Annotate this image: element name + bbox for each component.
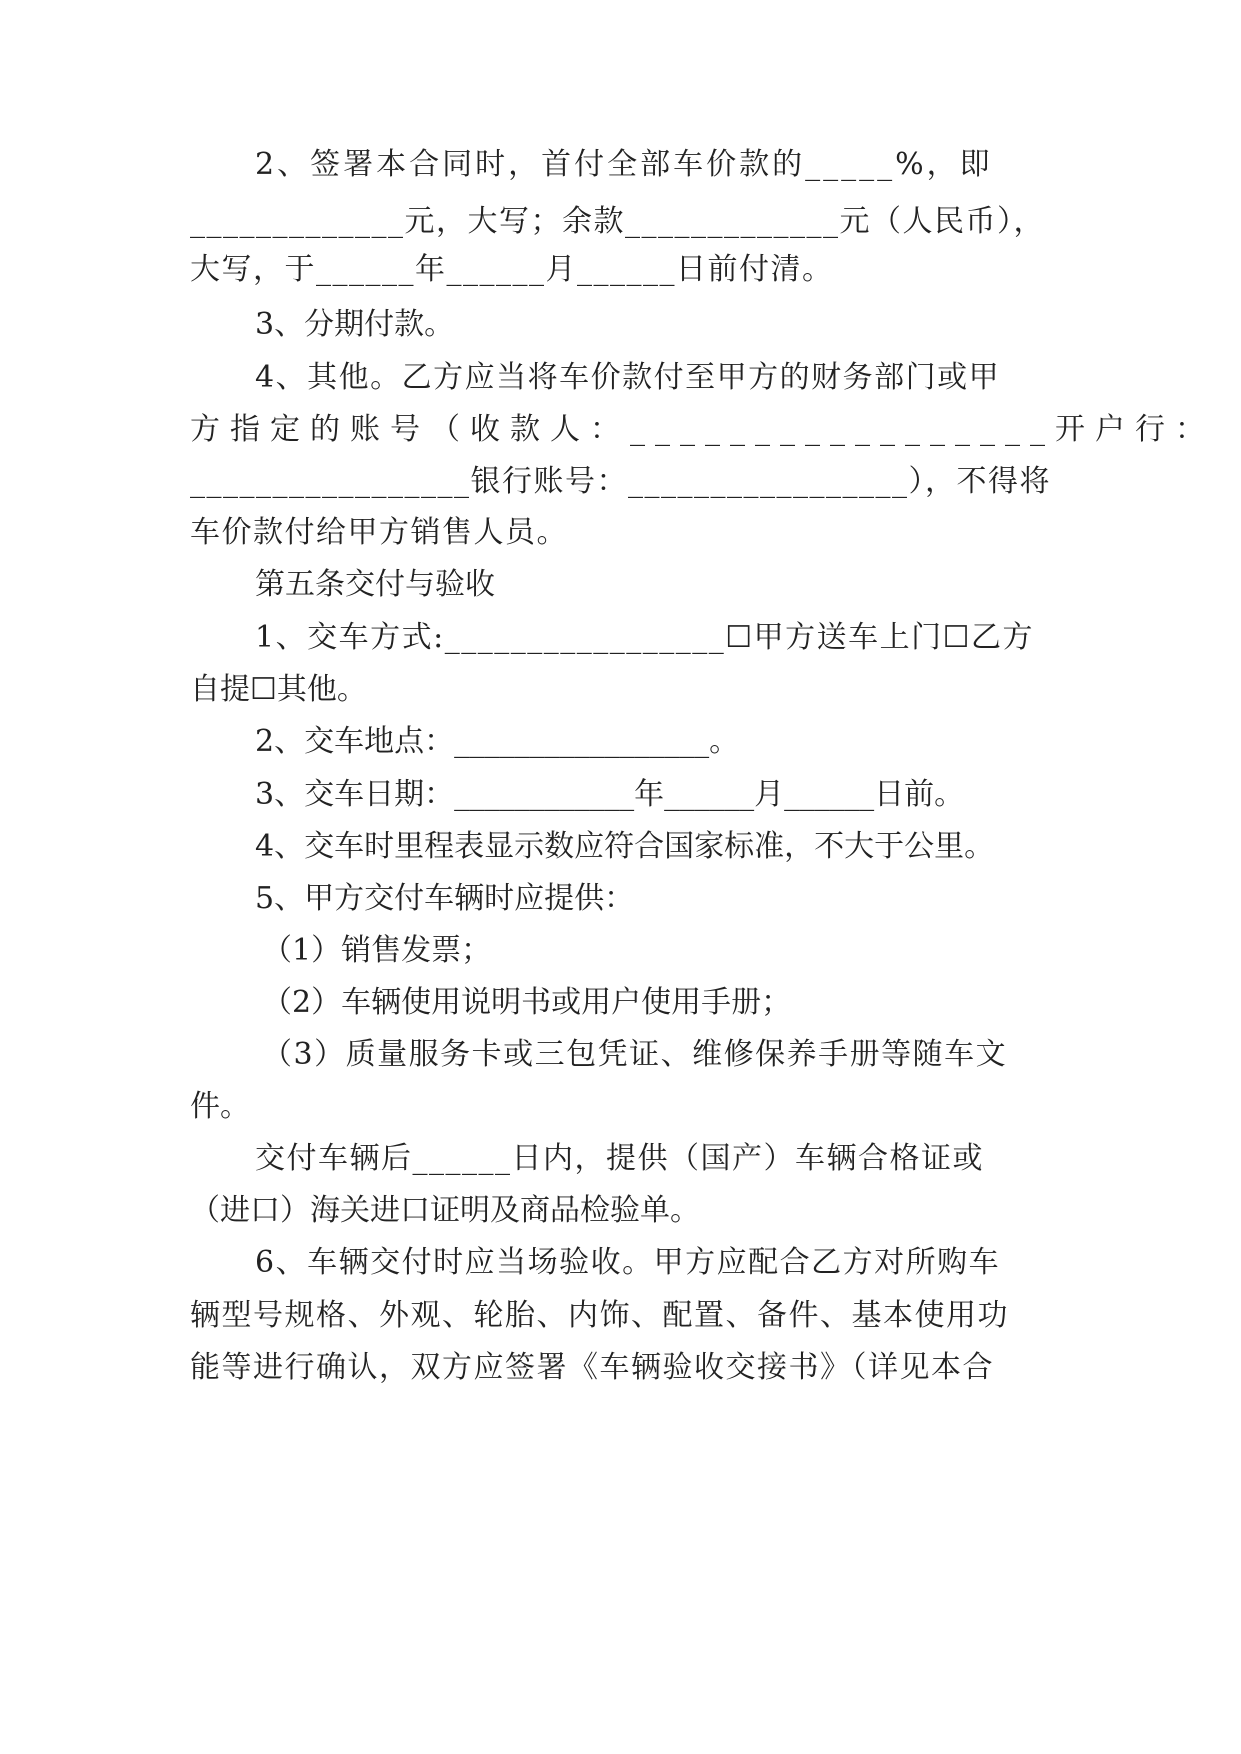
- text-line: 能等进行确认，双方应签署《车辆验收交接书》（详见本合: [190, 1350, 994, 1385]
- text-line: （进口）海关进口证明及商品检验单。: [190, 1193, 700, 1228]
- text-line: 5、甲方交付车辆时应提供：: [255, 881, 635, 916]
- text-line: 车价款付给甲方销售人员。: [190, 515, 568, 550]
- text-line: 3、分期付款。: [255, 307, 455, 342]
- section-heading: 第五条交付与验收: [255, 567, 495, 602]
- text-line: 方指定的账号（收款人：_________________开户行：: [190, 412, 1215, 447]
- text-line: （3）质量服务卡或三包凭证、维修保养手册等随车文: [262, 1037, 1008, 1072]
- text-line: 大写，于______年______月______日前付清。: [190, 252, 834, 287]
- text-line: 辆型号规格、外观、轮胎、内饰、配置、备件、基本使用功: [190, 1298, 1009, 1333]
- text-line: _____________元，大写；余款_____________元（人民币），: [190, 204, 1045, 239]
- text-line: （1）销售发票；: [262, 933, 492, 968]
- text-line: 4、交车时里程表显示数应符合国家标准，不大于公里。: [255, 829, 995, 864]
- text-line: 6、车辆交付时应当场验收。甲方应配合乙方对所购车: [255, 1245, 1001, 1280]
- text-line: 2、签署本合同时，首付全部车价款的_____%，即: [255, 147, 993, 182]
- text-line: 3、交车日期：____________年______月______日前。: [255, 777, 965, 812]
- text-line: 1、交车方式:_________________☐甲方送车上门☐乙方: [255, 620, 1034, 655]
- text-line: （2）车辆使用说明书或用户使用手册；: [262, 985, 792, 1020]
- text-line: 自提☐其他。: [190, 672, 367, 707]
- text-line: _________________银行账号：_________________），不得将: [190, 464, 1051, 499]
- text-line: 件。: [190, 1089, 250, 1124]
- text-line: 2、交车地点：_________________。: [255, 724, 740, 759]
- text-line: 4、其他。乙方应当将车价款付至甲方的财务部门或甲: [255, 360, 1001, 395]
- text-line: 交付车辆后______日内，提供（国产）车辆合格证或: [255, 1141, 984, 1176]
